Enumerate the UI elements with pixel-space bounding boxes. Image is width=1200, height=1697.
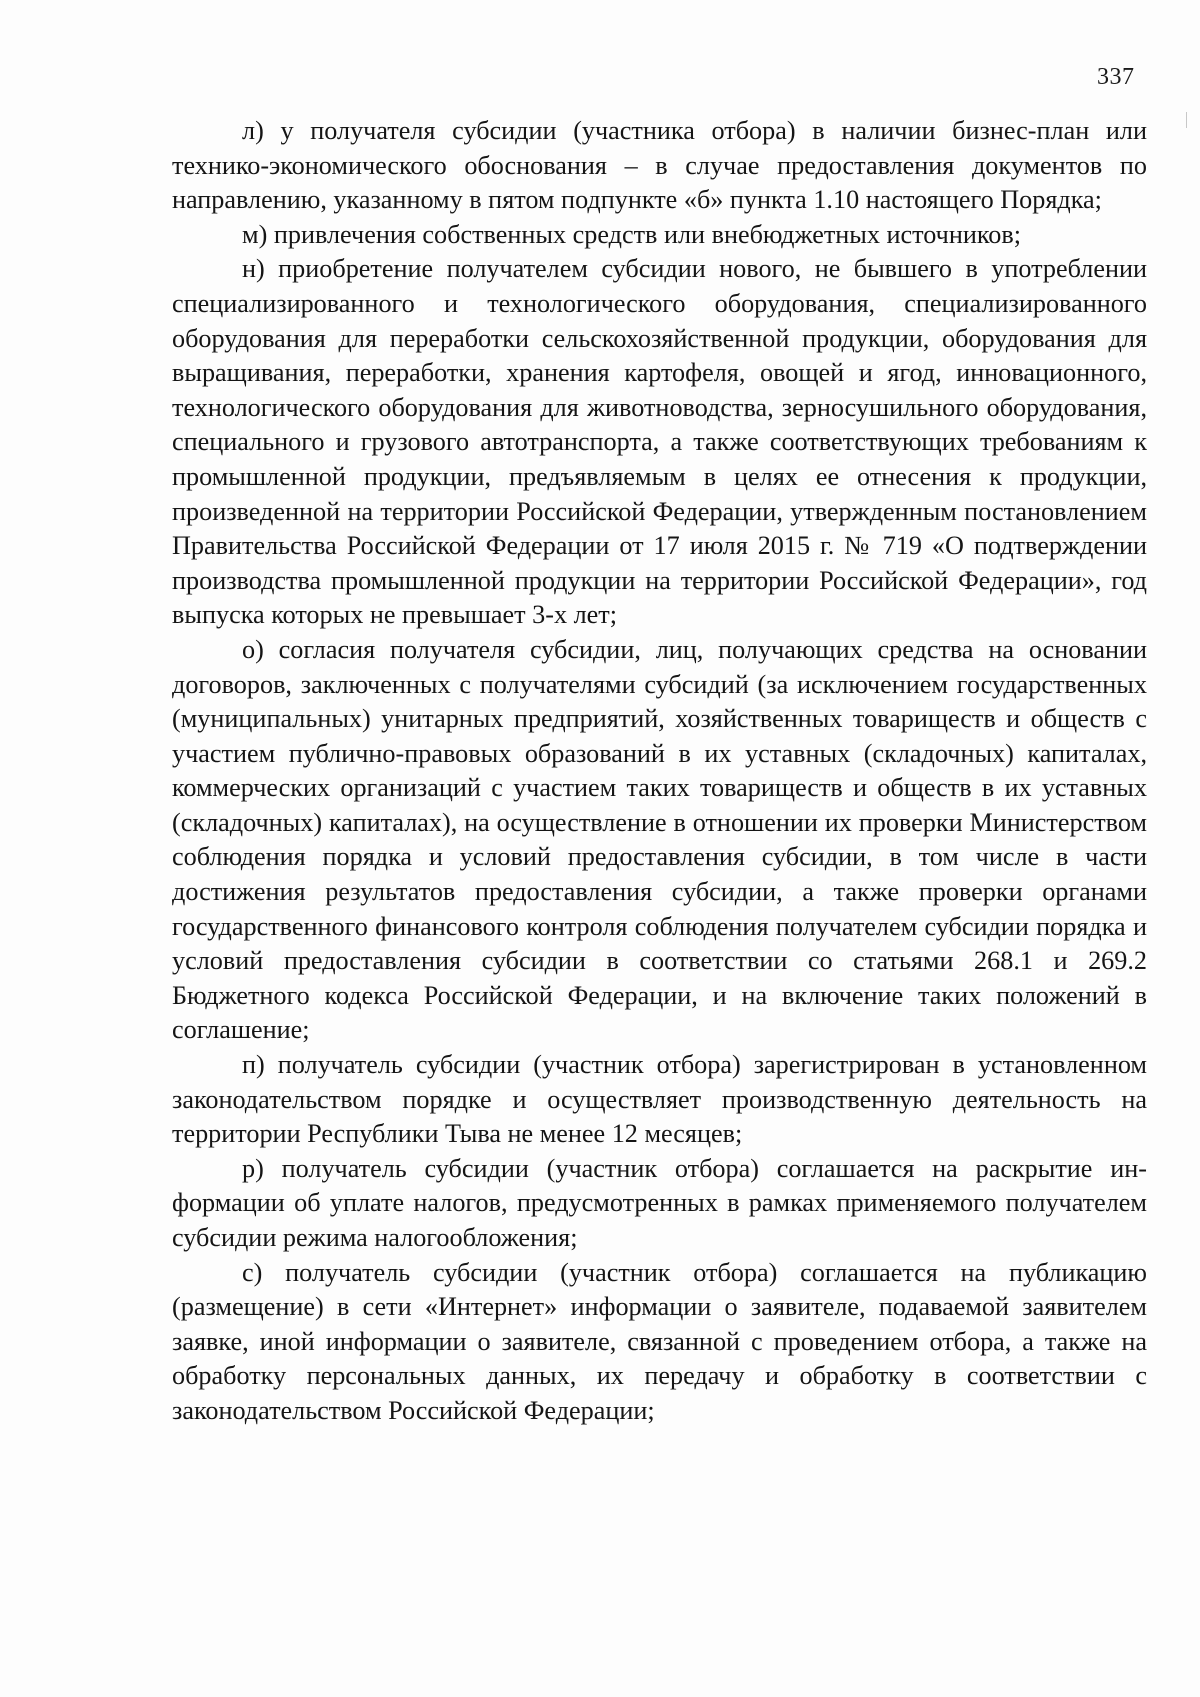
paragraph-s: с) получатель субсидии (участник отбора) соглашается на публикацию (размещение) в сети «Интернет» информации о заявителе, подаваемой заявителем заявке, иной информации о заявителе, связанной с проведением отбора, а также на обработку персональных данных, их передачу и обработку в соответствии с законодательством Российской Федерации; xyxy=(172,1257,1147,1425)
paragraph-r: р) получатель субсидии (участник отбора) соглашается на раскрытие информации об уплате налогов, предусмотренных в рамках применяемого получателем субсидии режима налогообложения; xyxy=(172,1153,1147,1252)
paragraph-m: м) привлечения собственных средств или внебюджетных источников; xyxy=(242,219,1022,249)
scan-mark xyxy=(1186,112,1187,128)
paragraph-p: п) получатель субсидии (участник отбора) зарегистрирован в установленном законодательством порядке и осуществляет производственную деятельность на территории Республики Тыва не менее 12 месяцев; xyxy=(172,1050,1147,1149)
document-body xyxy=(172,114,1147,1429)
paragraph-l: л) у получателя субсидии (участника отбора) в наличии бизнес-план или технико-экономического обоснования – в случае предоставления документов по направлению, указанному в пятом подпункте «б» пункта 1.10 настоящего Порядка; xyxy=(172,116,1147,215)
paragraph-o: о) согласия получателя субсидии, лиц, получающих средства на основании договоров, заключенных с получателями субсидий (за исключением государственных (муниципальных) унитарных предприятий, хозяйственных товариществ и обществ с участием публично-правовых образований в их уставных (складочных) капиталах, коммерческих организаций с участием таких товариществ и обществ в их уставных (складочных) капиталах), на осуществление в отношении их проверки Министерством соблюдения порядка и условий предоставления субсидии, в том числе в части достижения результатов предоставления субсидии, а также проверки органами государственного финансового контроля соблюдения получателем субсидии порядка и условий предоставления субсидии в соответствии со статьями 268.1 и 269.2 Бюджетного кодекса Российской Федерации, и на включение таких положений в соглашение; xyxy=(172,634,1147,1045)
page-number: 337 xyxy=(1097,64,1135,90)
paragraph-n: н) приобретение получателем субсидии нового, не бывшего в употреблении специализированного и технологического оборудования, специализированного оборудования для переработки сельскохозяйственной продукции, оборудования для выращивания, переработки, хранения картофеля, овощей и ягод, инновационного, технологического оборудования для животноводства, зерносушильного оборудования, специального и грузового автотранспорта, а также соответствующих требованиям к промышленной продукции, предъявляемым в целях ее отнесения к продукции, произведенной на территории Российской Федерации, утвержденным постановлением Правительства Российской Федерации от 17 июля 2015 г. № 719 «О подтверждении производства промышленной продукции на территории Российской Федерации», год выпуска которых не превышает 3-х лет; xyxy=(172,254,1147,630)
